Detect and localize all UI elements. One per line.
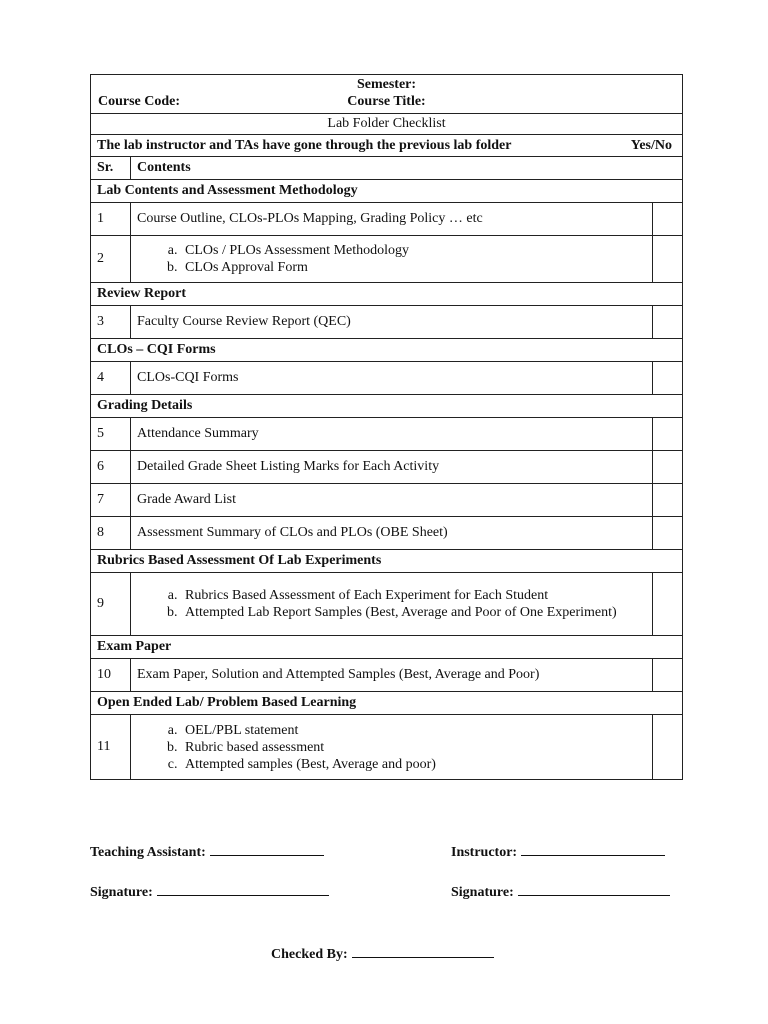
table-row: [91, 418, 683, 451]
sub-item: a. CLOs / PLOs Assessment Methodology: [181, 242, 646, 259]
section-lab-contents: Lab Contents and Assessment Methodology: [91, 180, 683, 203]
intro-row: [91, 135, 683, 157]
section-row: [91, 550, 683, 573]
ta-signature-line[interactable]: [157, 883, 329, 896]
yes-no-cell[interactable]: [653, 203, 683, 236]
section-row: [91, 395, 683, 418]
instructor-label: Instructor:: [451, 845, 518, 860]
sr-header: Sr.: [91, 157, 131, 180]
checked-by-label: Checked By:: [271, 947, 348, 962]
item-number: 10: [91, 659, 131, 692]
section-row: [91, 339, 683, 362]
course-code-label: Course Code:: [98, 94, 181, 109]
ta-signature-field: [90, 883, 329, 901]
table-row: [91, 517, 683, 550]
item-contents: Detailed Grade Sheet Listing Marks for Each Activity: [131, 451, 653, 484]
ta-signature-label: Signature:: [90, 885, 153, 900]
sub-item: b. Attempted Lab Report Samples (Best, Average and Poor of One Experiment): [181, 604, 646, 621]
course-header-row: [91, 75, 683, 114]
checklist-title-row: [91, 114, 683, 135]
section-row: [91, 283, 683, 306]
teaching-assistant-field: [90, 843, 324, 861]
checklist-sheet: [90, 74, 682, 780]
yes-no-cell[interactable]: [653, 573, 683, 636]
section-row: [91, 636, 683, 659]
yes-no-cell[interactable]: [653, 451, 683, 484]
table-row: [91, 715, 683, 780]
table-row: [91, 573, 683, 636]
course-header-cell: [91, 75, 683, 114]
sub-item-list: [137, 587, 646, 621]
intro-text: The lab instructor and TAs have gone through the previous lab folder: [97, 137, 512, 153]
yes-no-cell[interactable]: [653, 362, 683, 395]
section-review-report: Review Report: [91, 283, 683, 306]
yes-no-cell[interactable]: [653, 306, 683, 339]
teaching-assistant-line[interactable]: [210, 843, 324, 856]
sub-item-list: [137, 242, 646, 276]
sub-item-list: [137, 722, 646, 773]
item-contents: Exam Paper, Solution and Attempted Samples (Best, Average and Poor): [131, 659, 653, 692]
yes-no-cell[interactable]: [653, 236, 683, 283]
item-number: 7: [91, 484, 131, 517]
semester-label: Semester:: [356, 77, 417, 92]
table-row: [91, 203, 683, 236]
instructor-signature-line[interactable]: [518, 883, 670, 896]
sub-item: a. Rubrics Based Assessment of Each Experiment for Each Student: [181, 587, 646, 604]
item-number: 3: [91, 306, 131, 339]
table-row: [91, 306, 683, 339]
checklist-title: Lab Folder Checklist: [91, 114, 683, 135]
item-number: 5: [91, 418, 131, 451]
item-number: 1: [91, 203, 131, 236]
yes-no-cell[interactable]: [653, 715, 683, 780]
yes-no-cell[interactable]: [653, 659, 683, 692]
item-contents: Grade Award List: [131, 484, 653, 517]
checked-by-field: [271, 945, 494, 963]
column-header-row: [91, 157, 683, 180]
item-number: 6: [91, 451, 131, 484]
table-row: [91, 236, 683, 283]
section-rubrics: Rubrics Based Assessment Of Lab Experiments: [91, 550, 683, 573]
teaching-assistant-label: Teaching Assistant:: [90, 845, 206, 860]
item-contents: CLOs-CQI Forms: [131, 362, 653, 395]
instructor-signature-label: Signature:: [451, 885, 514, 900]
item-contents: Faculty Course Review Report (QEC): [131, 306, 653, 339]
sub-item: a. OEL/PBL statement: [181, 722, 646, 739]
item-number: 4: [91, 362, 131, 395]
item-number: 8: [91, 517, 131, 550]
contents-header: Contents: [131, 157, 683, 180]
sub-item: b. CLOs Approval Form: [181, 259, 646, 276]
yes-no-cell[interactable]: [653, 517, 683, 550]
yes-no-label: Yes/No: [630, 137, 673, 153]
item-number: 11: [91, 715, 131, 780]
section-open-ended-lab: Open Ended Lab/ Problem Based Learning: [91, 692, 683, 715]
section-exam-paper: Exam Paper: [91, 636, 683, 659]
item-contents: Attendance Summary: [131, 418, 653, 451]
instructor-field: [451, 843, 665, 861]
section-row: [91, 692, 683, 715]
item-contents: Assessment Summary of CLOs and PLOs (OBE Sheet): [131, 517, 653, 550]
yes-no-cell[interactable]: [653, 484, 683, 517]
section-clos-cqi: CLOs – CQI Forms: [91, 339, 683, 362]
table-row: [91, 484, 683, 517]
table-row: [91, 659, 683, 692]
sub-item: c. Attempted samples (Best, Average and poor): [181, 756, 646, 773]
table-row: [91, 451, 683, 484]
table-row: [91, 362, 683, 395]
yes-no-cell[interactable]: [653, 418, 683, 451]
item-contents: Course Outline, CLOs-PLOs Mapping, Grading Policy … etc: [131, 203, 653, 236]
sub-item: b. Rubric based assessment: [181, 739, 646, 756]
section-grading-details: Grading Details: [91, 395, 683, 418]
course-title-label: Course Title:: [347, 94, 426, 109]
instructor-line[interactable]: [521, 843, 665, 856]
checked-by-line[interactable]: [352, 945, 494, 958]
item-number: 2: [91, 236, 131, 283]
instructor-signature-field: [451, 883, 670, 901]
item-number: 9: [91, 573, 131, 636]
section-row: [91, 180, 683, 203]
checklist-table: [90, 74, 683, 780]
